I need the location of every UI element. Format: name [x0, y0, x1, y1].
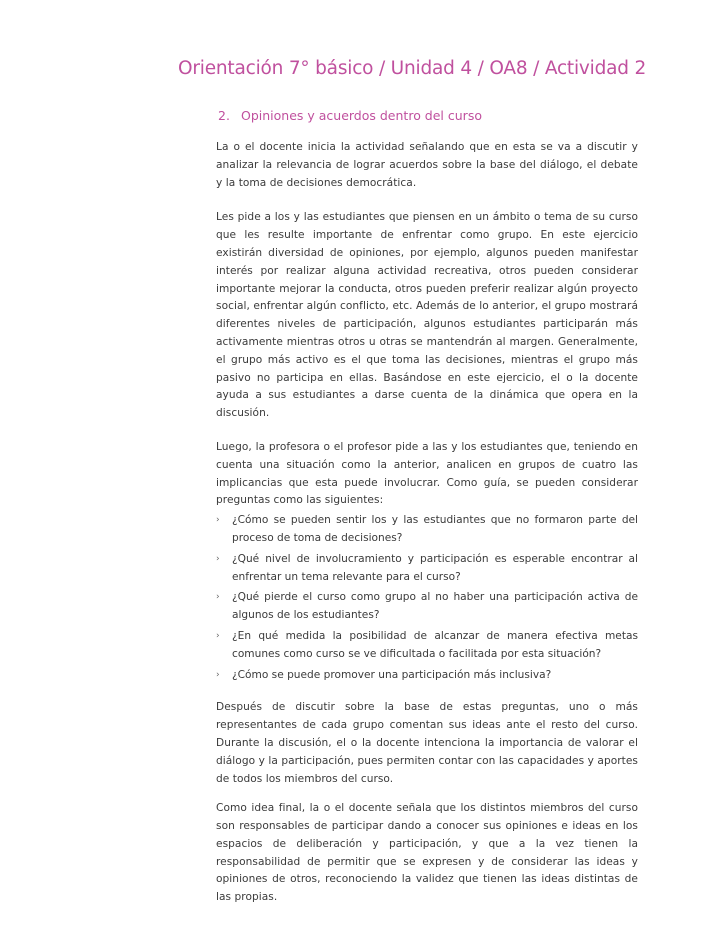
list-item	[216, 512, 638, 548]
list-item	[216, 551, 638, 587]
section-heading	[218, 108, 482, 123]
question-text: ¿Cómo se pueden sentir los y las estudiantes que no formaron parte del proceso de toma de decisiones?	[232, 514, 638, 544]
question-text: ¿En qué medida la posibilidad de alcanzar de manera efectiva metas comunes como curso se ve dificultada o facilitada por esta situación?	[232, 629, 638, 660]
paragraph-intro: La o el docente inicia la actividad señalando que en esta se va a discutir y analizar la relevancia de lograr acuerdos sobre la base del diálogo, el debate y la toma de decisiones democrática.	[216, 141, 638, 189]
paragraph-instructions: Luego, la profesora o el profesor pide a las y los estudiantes que, teniendo en cuenta una situación como la anterior, analicen en grupos de cuatro las implicancias que esta puede involucrar. Como guía, se pueden considerar preguntas como las siguientes:	[216, 440, 638, 507]
question-text: ¿Cómo se puede promover una participación más inclusiva?	[232, 668, 552, 681]
question-text: ¿Qué pierde el curso como grupo al no haber una participación activa de algunos de los estudiantes?	[232, 591, 638, 622]
chevron-right-icon: ›	[216, 592, 220, 603]
section-number: 2.	[218, 108, 230, 123]
list-item	[216, 628, 638, 664]
page-title: Orientación 7° básico / Unidad 4 / OA8 / Actividad 2	[178, 58, 647, 79]
chevron-right-icon: ›	[216, 515, 220, 526]
chevron-right-icon: ›	[216, 553, 220, 564]
section-heading-text: Opiniones y acuerdos dentro del curso	[240, 108, 482, 123]
questions-list	[216, 512, 638, 684]
document-body	[216, 139, 638, 907]
question-text: ¿Qué nivel de involucramiento y participación es esperable encontrar al enfrentar un tema relevante para el curso?	[232, 552, 638, 583]
list-item	[216, 589, 638, 625]
paragraph-closing: Como idea final, la o el docente señala que los distintos miembros del curso son responsables de participar dando a conocer sus opiniones e ideas en los espacios de deliberación y participación, y que a la vez tienen la responsabilidad de permitir que se expresen y de considerar las ideas y opiniones de otros, reconociendo la validez que tienen las ideas distintas de las propias.	[216, 802, 638, 904]
chevron-right-icon: ›	[216, 630, 220, 641]
paragraph-discussion: Después de discutir sobre la base de estas preguntas, uno o más representantes de cada grupo comentan sus ideas ante el resto del curso. Durante la discusión, el o la docente intenciona la importancia de valorar el diálogo y la participación, pues permiten contar con las capacidades y aportes de todos los miembros del curso.	[216, 701, 638, 785]
paragraph-context: Les pide a los y las estudiantes que piensen en un ámbito o tema de su curso que les resulte importante de enfrentar como grupo. En este ejercicio existirán diversidad de opiniones, por ejemplo, algunos pueden manifestar interés por realizar alguna actividad recreativa, otros pueden considerar importante mejorar la conducta, otros pueden preferir realizar algún proyecto social, enfrentar algún conflicto, etc. Además de lo anterior, el grupo mostrará diferentes niveles de participación, algunos estudiantes participarán más activamente mientras otros u otras se mantendrán al margen. Generalmente, el grupo más activo es el que toma las decisiones, mientras el grupo más pasivo no participa en ellas. Basándose en este ejercicio, el o la docente ayuda a sus estudiantes a darse cuenta de la dinámica que opera en la discusión.	[216, 211, 638, 420]
chevron-right-icon: ›	[216, 669, 220, 680]
list-item	[216, 667, 638, 685]
